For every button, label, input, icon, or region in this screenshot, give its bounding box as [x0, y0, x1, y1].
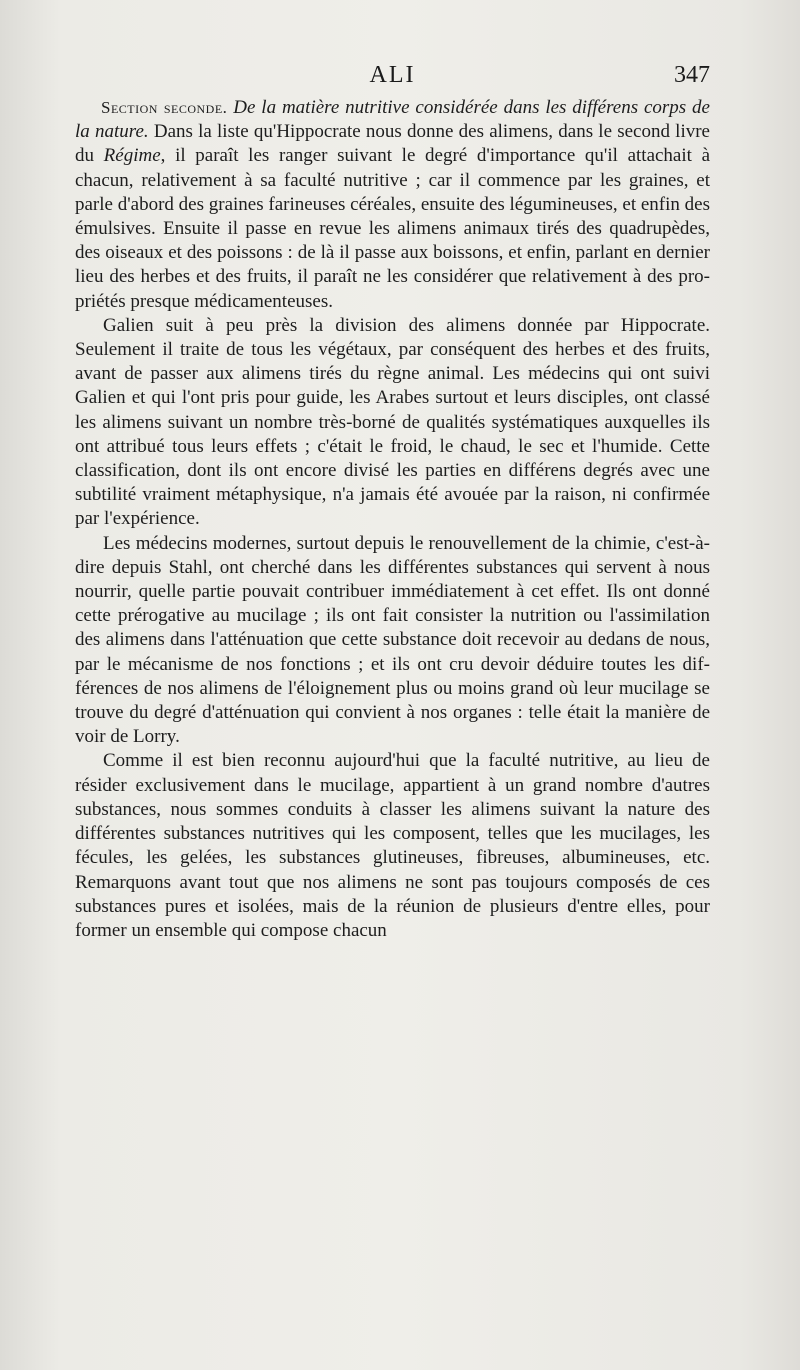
- paragraph-1: [75, 96, 710, 314]
- paragraph-4: [75, 749, 710, 943]
- section-title: De la matière nutritive considérée dans les différens corps de la nature.: [75, 97, 710, 143]
- body-text: [75, 96, 710, 943]
- paragraph-2-text: Galien suit à peu près la division des alimens donnée par Hippocrate. Seulement il traite de tous les végétaux, par conséquent des herbes et des fruits, avant de passer aux alimens tirés du règne animal. Les médecins qui ont suivi Galien et qui l'ont pris pour guide, les Arabes surtout et leurs disciples, ont classé les alimens suivant un nombre très-borné de qualités systématiques auxquelles ils ont attribué tous leurs effets ; c'était le froid, le chaud, le sec et l'humide. Cette classification, dont ils ont encore divisé les parties en différens degrés avec une subtilité vraiment métaphysique, n'a jamais été avouée par la raison, ni confirmée par l'expérience.: [75, 314, 710, 530]
- running-title: ALI: [369, 62, 416, 88]
- paragraph-3-text: Les médecins modernes, surtout depuis le renouvellement de la chimie, c'est-à-dire depuis Stahl, ont cherché dans les différentes substances qui servent à nous nourrir, quelle partie pouvait contribuer immédiatement à cet effet. Ils ont donné cette prérogative au mucilage ; ils ont fait consister la nutrition ou l'assimilation des alimens dans l'atténuation que cette substance doit recevoir au dedans de nous, par le mécanisme de nos fonctions ; et ils ont cru devoir déduire toutes les différences de nos alimens de l'éloignement plus ou moins grand où leur mucilage se trouve du degré d'atténuation qui convient à nos organes : telle était la manière de voir de Lorry.: [75, 532, 710, 748]
- page-header: [75, 56, 710, 96]
- page-number: 347: [674, 62, 710, 88]
- paragraph-4-text: Comme il est bien reconnu aujourd'hui que la faculté nutritive, au lieu de résider exclusivement dans le mucilage, appartient à un grand nombre d'autres substances, nous sommes conduits à classer les alimens suivant la nature des différentes substances nutritives qui les composent, telles que les mucilages, les fécules, les gelées, les substances glutineuses, fibreuses, albumineuses, etc. Remarquons avant tout que nos alimens ne sont pas toujours composés de ces substances pures et isolées, mais de la réunion de plusieurs d'entre elles, pour former un ensemble qui compose chacun: [75, 750, 710, 941]
- book-title-regime: Régime: [103, 145, 161, 167]
- paragraph-2: [75, 314, 710, 532]
- paragraph-1-text-b: , il paraît les ranger suivant le degré d'importance qu'il attachait à chacun, relativement à sa faculté nutritive ; car il commence par les graines, et parle d'abord des graines farineuses céréales, ensuite des légumineuses, et enfin des émulsives. Ensuite il passe en revue les alimens animaux tirés des quadrupèdes, des oiseaux et des poissons : de là il passe aux boissons, et enfin, parlant en dernier lieu des herbes et des fruits, il paraît ne les considérer que relativement à des propriétés presque médicamenteuses.: [75, 145, 711, 312]
- paragraph-3: [75, 532, 710, 750]
- paragraph-1-text-a: Dans la liste qu'Hippocrate nous donne des alimens, dans le second livre du: [75, 121, 710, 167]
- section-label: Section seconde.: [101, 98, 234, 117]
